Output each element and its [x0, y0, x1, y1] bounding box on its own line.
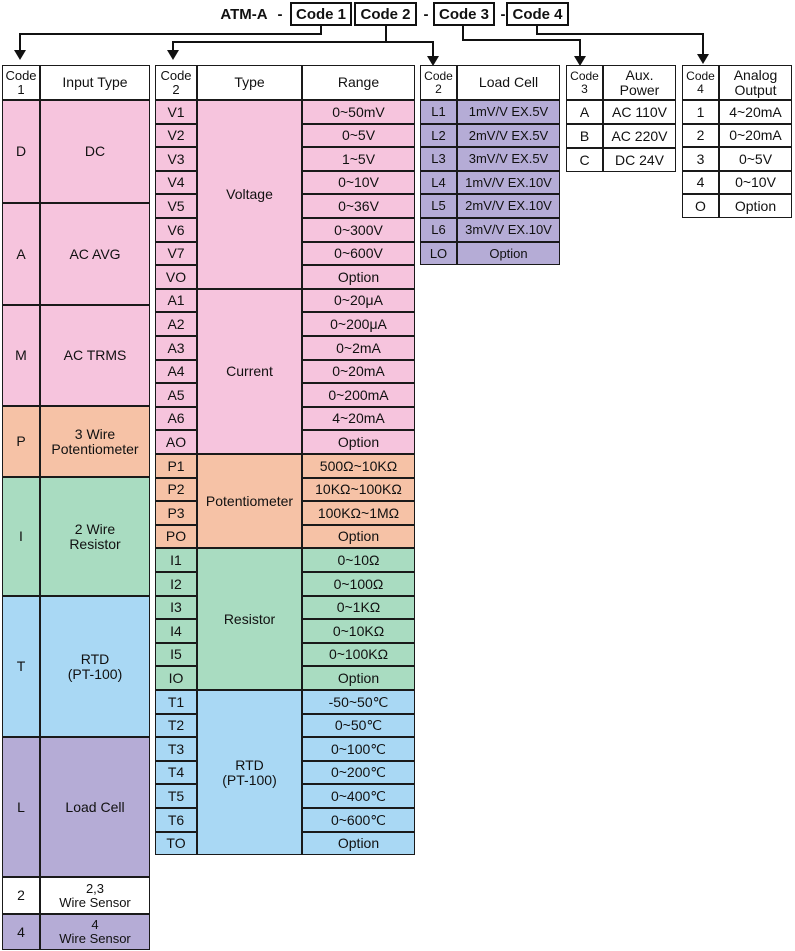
- code3-connector: [463, 26, 580, 58]
- title-separator: -: [500, 5, 506, 23]
- loadcell-range-cell: 2mV/V EX.5V: [457, 124, 560, 147]
- code4-box: Code 4: [506, 2, 569, 26]
- table1-type-cell: 2 Wire Resistor: [40, 477, 150, 596]
- table2-code-cell: P2: [155, 478, 197, 501]
- arrowhead-icon: [167, 50, 179, 60]
- loadcell-range-cell: Option: [457, 242, 560, 265]
- table4-header-type: Analog Output: [719, 65, 792, 100]
- table2-code-cell: A3: [155, 336, 197, 360]
- loadcell-code-cell: L6: [420, 218, 457, 242]
- table3-code-cell: B: [566, 124, 603, 148]
- loadcell-code-cell: L1: [420, 100, 457, 124]
- table2-code-cell: V6: [155, 218, 197, 242]
- table1-type-cell: 3 Wire Potentiometer: [40, 406, 150, 477]
- table2-range-cell: 0~10KΩ: [302, 619, 415, 643]
- table1-code-cell: L: [2, 737, 40, 877]
- table1-code-cell: D: [2, 100, 40, 203]
- table2-range-cell: 10KΩ~100KΩ: [302, 478, 415, 501]
- table2-range-cell: 0~600V: [302, 242, 415, 265]
- loadcell-header-code: Code 2: [420, 65, 457, 100]
- table2-code-cell: A2: [155, 312, 197, 336]
- table2-range-cell: 0~10Ω: [302, 548, 415, 572]
- loadcell-code-cell: L3: [420, 147, 457, 171]
- table2-type-cell: Resistor: [197, 548, 302, 690]
- table1-type-cell: Load Cell: [40, 737, 150, 877]
- table2-code-cell: AO: [155, 430, 197, 454]
- arrowhead-icon: [14, 50, 26, 60]
- table2-range-cell: 0~100Ω: [302, 572, 415, 596]
- table1-code-cell: I: [2, 477, 40, 596]
- code2-connector: [173, 26, 433, 58]
- code3-box: Code 3: [433, 2, 495, 26]
- table2-range-cell: 0~300V: [302, 218, 415, 242]
- table4-code-cell: 4: [682, 171, 719, 194]
- table1-code-cell: 2: [2, 877, 40, 914]
- table2-code-cell: A5: [155, 383, 197, 407]
- loadcell-range-cell: 1mV/V EX.10V: [457, 171, 560, 194]
- table2-code-cell: I1: [155, 548, 197, 572]
- table2-code-cell: A6: [155, 407, 197, 430]
- loadcell-code-cell: LO: [420, 242, 457, 265]
- loadcell-code-cell: L2: [420, 124, 457, 147]
- table4-code-cell: O: [682, 194, 719, 218]
- table2-code-cell: T4: [155, 761, 197, 784]
- table2-code-cell: TO: [155, 832, 197, 855]
- loadcell-range-cell: 3mV/V EX.5V: [457, 147, 560, 171]
- table2-code-cell: I3: [155, 596, 197, 619]
- table2-range-cell: 0~200μA: [302, 312, 415, 336]
- table1-code-cell: 4: [2, 914, 40, 950]
- loadcell-code-cell: L5: [420, 194, 457, 218]
- table1-type-cell: 2,3 Wire Sensor: [40, 877, 150, 914]
- table4-value-cell: 0~10V: [719, 171, 792, 194]
- table2-code-cell: T5: [155, 784, 197, 808]
- table2-range-cell: 0~5V: [302, 124, 415, 147]
- table2-range-cell: 0~2mA: [302, 336, 415, 360]
- loadcell-header-type: Load Cell: [457, 65, 560, 100]
- table4-value-cell: 4~20mA: [719, 100, 792, 124]
- table2-code-cell: P3: [155, 501, 197, 525]
- table4-value-cell: 0~5V: [719, 147, 792, 171]
- table1-code-cell: P: [2, 406, 40, 477]
- table2-code-cell: T3: [155, 737, 197, 761]
- table2-code-cell: A1: [155, 289, 197, 312]
- table2-range-cell: 0~20μA: [302, 289, 415, 312]
- arrowhead-icon: [697, 54, 709, 64]
- table2-code-cell: P1: [155, 454, 197, 478]
- table1-code-cell: T: [2, 596, 40, 737]
- table2-code-cell: I4: [155, 619, 197, 643]
- table3-code-cell: C: [566, 148, 603, 172]
- table4-value-cell: Option: [719, 194, 792, 218]
- loadcell-range-cell: 1mV/V EX.5V: [457, 100, 560, 124]
- table2-range-cell: -50~50℃: [302, 690, 415, 714]
- table2-range-cell: Option: [302, 265, 415, 289]
- table2-code-cell: IO: [155, 666, 197, 690]
- table2-range-cell: 500Ω~10KΩ: [302, 454, 415, 478]
- loadcell-code-cell: L4: [420, 171, 457, 194]
- table3-value-cell: AC 220V: [603, 124, 676, 148]
- table2-code-cell: V4: [155, 171, 197, 194]
- table2-type-cell: Potentiometer: [197, 454, 302, 548]
- table4-code-cell: 3: [682, 147, 719, 171]
- table2-header-range: Range: [302, 65, 415, 100]
- table2-range-cell: 0~1KΩ: [302, 596, 415, 619]
- table1-header-type: Input Type: [40, 65, 150, 100]
- table3-header-code: Code 3: [566, 65, 603, 100]
- loadcell-range-cell: 3mV/V EX.10V: [457, 218, 560, 242]
- table2-range-cell: 1~5V: [302, 147, 415, 171]
- table2-range-cell: Option: [302, 666, 415, 690]
- table2-range-cell: 0~400℃: [302, 784, 415, 808]
- table2-code-cell: PO: [155, 525, 197, 548]
- table2-type-cell: RTD (PT-100): [197, 690, 302, 855]
- table2-code-cell: V2: [155, 124, 197, 147]
- code1-connector: [20, 26, 321, 52]
- table2-range-cell: 0~600℃: [302, 808, 415, 832]
- loadcell-range-cell: 2mV/V EX.10V: [457, 194, 560, 218]
- code2-box: Code 2: [354, 2, 417, 26]
- table2-code-cell: I2: [155, 572, 197, 596]
- connector-arrows: [0, 0, 795, 70]
- table1-type-cell: AC AVG: [40, 203, 150, 305]
- table1-code-cell: M: [2, 305, 40, 406]
- table2-range-cell: 0~100℃: [302, 737, 415, 761]
- table2-range-cell: 0~20mA: [302, 360, 415, 383]
- table1-type-cell: AC TRMS: [40, 305, 150, 406]
- table4-header-code: Code 4: [682, 65, 719, 100]
- table2-type-cell: Current: [197, 289, 302, 454]
- table2-range-cell: Option: [302, 832, 415, 855]
- table2-code-cell: I5: [155, 643, 197, 666]
- model-name: ATM-A: [220, 5, 268, 23]
- table3-code-cell: A: [566, 100, 603, 124]
- table1-type-cell: DC: [40, 100, 150, 203]
- table4-code-cell: 1: [682, 100, 719, 124]
- table4-code-cell: 2: [682, 124, 719, 147]
- table1-code-cell: A: [2, 203, 40, 305]
- table2-header-code: Code 2: [155, 65, 197, 100]
- table3-header-type: Aux. Power: [603, 65, 676, 100]
- table1-type-cell: 4 Wire Sensor: [40, 914, 150, 950]
- table2-code-cell: V3: [155, 147, 197, 171]
- table4-value-cell: 0~20mA: [719, 124, 792, 147]
- table2-range-cell: 100KΩ~1MΩ: [302, 501, 415, 525]
- table2-code-cell: VO: [155, 265, 197, 289]
- table2-range-cell: 0~10V: [302, 171, 415, 194]
- table2-code-cell: V7: [155, 242, 197, 265]
- title-separator: -: [423, 5, 429, 23]
- table2-range-cell: 0~200℃: [302, 761, 415, 784]
- table2-code-cell: A4: [155, 360, 197, 383]
- table2-header-type: Type: [197, 65, 302, 100]
- table3-value-cell: AC 110V: [603, 100, 676, 124]
- table2-code-cell: V1: [155, 100, 197, 124]
- title-separator: -: [277, 5, 283, 23]
- table2-range-cell: 0~100KΩ: [302, 643, 415, 666]
- table2-range-cell: 0~50mV: [302, 100, 415, 124]
- table2-code-cell: T6: [155, 808, 197, 832]
- table2-range-cell: Option: [302, 430, 415, 454]
- table2-range-cell: Option: [302, 525, 415, 548]
- table2-range-cell: 0~50℃: [302, 714, 415, 737]
- table2-range-cell: 0~36V: [302, 194, 415, 218]
- code1-box: Code 1: [290, 2, 352, 26]
- table2-code-cell: T2: [155, 714, 197, 737]
- table3-value-cell: DC 24V: [603, 148, 676, 172]
- table2-type-cell: Voltage: [197, 100, 302, 289]
- table2-range-cell: 0~200mA: [302, 383, 415, 407]
- table2-range-cell: 4~20mA: [302, 407, 415, 430]
- table2-code-cell: T1: [155, 690, 197, 714]
- table1-header-code: Code 1: [2, 65, 40, 100]
- table1-type-cell: RTD (PT-100): [40, 596, 150, 737]
- table2-code-cell: V5: [155, 194, 197, 218]
